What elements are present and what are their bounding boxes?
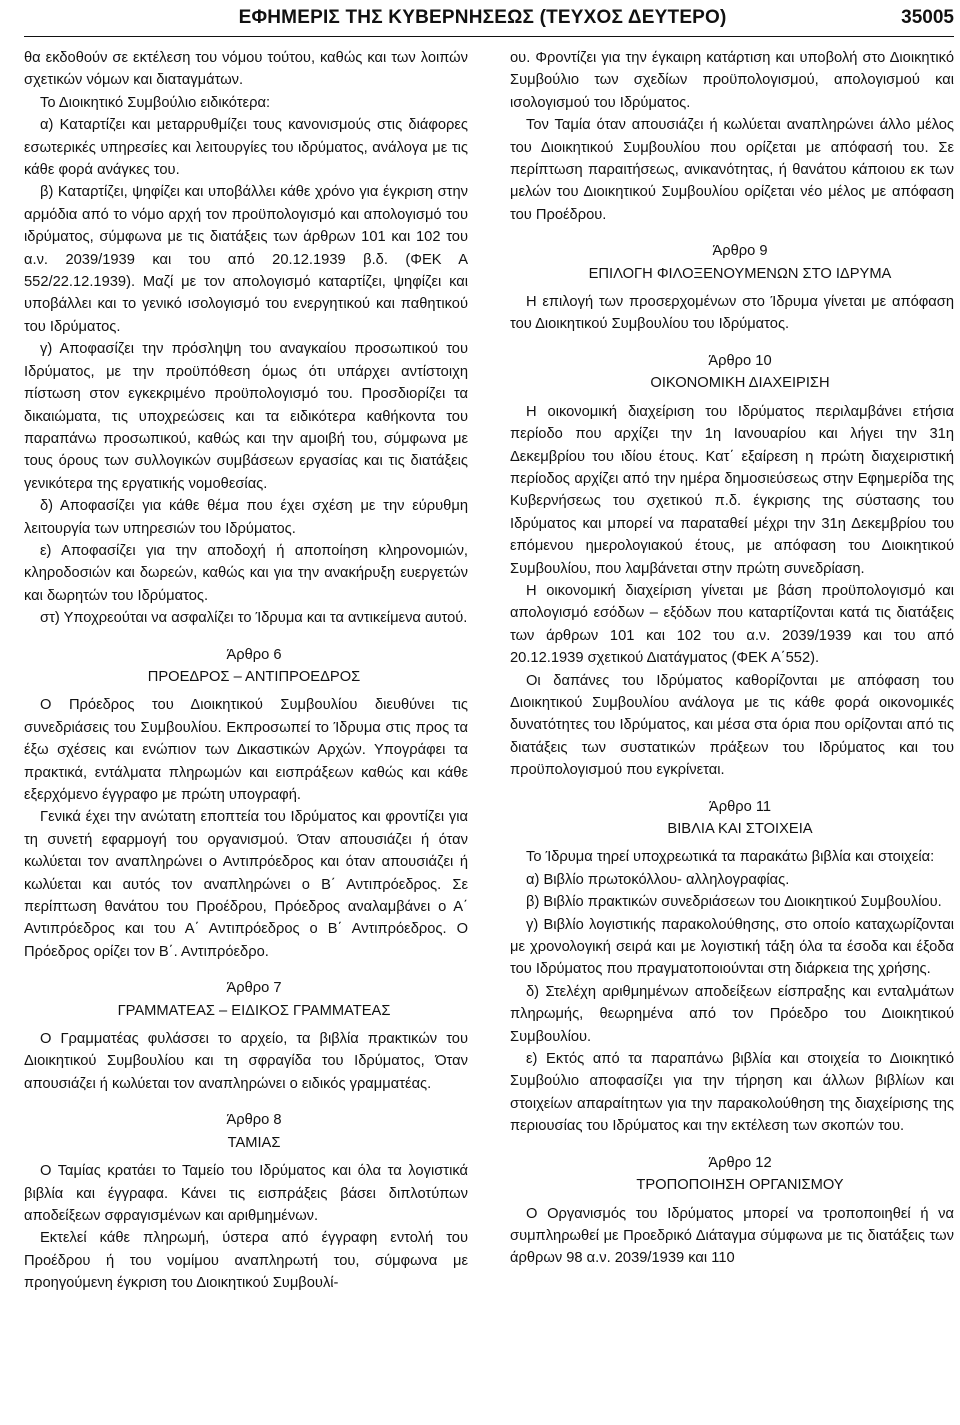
article-10-title: ΟΙΚΟΝΟΜΙΚΗ ΔΙΑΧΕΙΡΙΣΗ [650,375,830,392]
paragraph: Ο Οργανισμός του Ιδρύματος μπορεί να τροποποιηθεί ή να συμπληρωθεί με Προεδρικό Διάταγμα σύμφωνα με τις διατάξεις των άρθρων 98 α.ν. 2039/1939 και 110 [510,1205,954,1267]
article-9-number: Άρθρο 9 [712,243,768,260]
paragraph: Γενικά έχει την ανώτατη εποπτεία του Ιδρύματος και φροντίζει για τη συνετή εφαρμογή του οργανισμού. Όταν απουσιάζει ή όταν κωλύεται τον αναπληρώνει ο Αντιπρόεδρος και όταν απουσιάζει ή κωλύεται και αυτός τον αναπληρώνει ο Β΄ Αντιπρόεδρος. Σε περίπτωση θανάτου του Προέδρου, Πρόεδρος αναλαμβάνει ο Α΄ Αντιπρόεδρος και του Α΄ Αντιπρόεδρος ο Β΄ Αντιπρόεδρος. Ο Πρόεδρος ορίζει τον Β΄. Αντιπρόεδρο. [24,809,468,960]
gazette-title: ΕΦΗΜΕΡΙΣ ΤΗΣ ΚΥΒΕΡΝΗΣΕΩΣ (ΤΕΥΧΟΣ ΔΕΥΤΕΡΟ) [238,7,727,28]
article-8-number: Άρθρο 8 [226,1112,282,1129]
paragraph: α) Καταρτίζει και μεταρρυθμίζει τους κανονισμούς στις διάφορες εσωτερικές υπηρεσίες και λειτουργίες του ιδρύματος, ανάλογα με τις κάθε φορά ανάγκες του. [24,117,468,179]
paragraph: Το Διοικητικό Συμβούλιο ειδικότερα: [40,94,271,111]
paragraph: Εκτελεί κάθε πληρωμή, ύστερα από έγγραφη εντολή του Προέδρου ή του νομίμου αναπληρωτή του, σύμφωνα με προηγούμενη έγκριση του Διοικητικού Συμβουλί- [24,1230,468,1292]
paragraph: γ) Βιβλίο λογιστικής παρακολούθησης, στο οποίο καταχωρίζονται με χρονολογική σειρά και με λογιστική τάξη όλα τα έσοδα και έξοδα του Ιδρύματος που πραγματοποιούνται στη διάρκεια της χρήσης. [510,916,954,978]
paragraph: στ) Υποχρεούται να ασφαλίζει το Ίδρυμα και τα αντικείμενα αυτού. [40,610,468,627]
article-10-number: Άρθρο 10 [708,352,772,369]
paragraph: Τον Ταμία όταν απουσιάζει ή κωλύεται αναπληρώνει άλλο μέλος του Διοικητικού Συμβουλίου που ορίζεται με απόφασή του. Σε περίπτωση παραιτήσεως, ανικανότητας, ή θανάτου κάποιου εκ των μελών του Διοικητικού Συμβουλίου ορίζεται νέο μέλος με απόφαση του Προέδρου. [510,117,954,223]
paragraph: Η επιλογή των προσερχομένων στο Ίδρυμα γίνεται με απόφαση του Διοικητικού Συμβουλίου του Ιδρύματος. [510,294,954,333]
right-column [510,47,954,1295]
page-number: 35005 [901,7,954,28]
article-7-title: ΓΡΑΜΜΑΤΕΑΣ – ΕΙΔΙΚΟΣ ΓΡΑΜΜΑΤΕΑΣ [117,1002,391,1019]
article-7-number: Άρθρο 7 [226,980,282,997]
paragraph: δ) Αποφασίζει για κάθε θέμα που έχει σχέση με την εύρυθμη λειτουργία των υπηρεσιών του Ιδρύματος. [24,498,468,537]
paragraph: θα εκδοθούν σε εκτέλεση του νόμου τούτου, καθώς και των λοιπών σχετικών νόμων και διαταγμάτων. [24,50,468,89]
left-column [24,47,468,1295]
paragraph: δ) Στελέχη αριθμημένων αποδείξεων είσπραξης και ενταλμάτων πληρωμής, θεωρημένα από τον Πρόεδρο του Διοικητικού Συμβουλίου. [510,983,954,1045]
paragraph: Η οικονομική διαχείριση του Ιδρύματος περιλαμβάνει ετήσια περίοδο που αρχίζει την 1η Ιανουαρίου και λήγει την 31η Δεκεμβρίου του ιδίου έτους. Κατ΄ εξαίρεση η πρώτη διαχειριστική περίοδος αρχίζει από την ημέρα δημοσιεύσεως στην Εφημερίδα της Κυβερνήσεως του σχετικού π.δ. έγκρισης της σύστασης του Ιδρύματος και μπορεί να παραταθεί μέχρι την 31η Δεκεμβρίου του επόμενου ημερολογιακού έτους, με απόφαση του Διοικητικού Συμβουλίου, που λαμβάνεται στην πρώτη συνεδρίαση. [510,403,954,577]
article-6-number: Άρθρο 6 [226,646,282,663]
paragraph: Ο Ταμίας κρατάει το Ταμείο του Ιδρύματος και όλα τα λογιστικά βιβλία και έγγραφα. Κάνει τις εισπράξεις βάσει διπλοτύπων αποδείξεων σφραγισμένων και αριθμημένων. [24,1163,468,1224]
article-11-number: Άρθρο 11 [708,798,772,815]
paragraph: β) Βιβλίο πρακτικών συνεδριάσεων του Διοικητικού Συμβουλίου. [526,894,942,911]
paragraph: ε) Εκτός από τα παραπάνω βιβλία και στοιχεία το Διοικητικό Συμβούλιο αποφασίζει για την τήρηση και άλλων βιβλίων και στοιχείων απαραίτητων για την παρακολούθηση της διαχείρισης της περιουσίας του Ιδρύματος και την εκτέλεση των σκοπών του. [510,1051,954,1135]
paragraph: Το Ίδρυμα τηρεί υποχρεωτικά τα παρακάτω βιβλία και στοιχεία: [526,849,935,866]
article-6-title: ΠΡΟΕΔΡΟΣ – ΑΝΤΙΠΡΟΕΔΡΟΣ [147,668,361,685]
article-9-title: ΕΠΙΛΟΓΗ ΦΙΛΟΞΕΝΟΥΜΕΝΩΝ ΣΤΟ ΙΔΡΥΜΑ [588,265,892,282]
article-8-title: ΤΑΜΙΑΣ [227,1134,281,1151]
paragraph: ε) Αποφασίζει για την αποδοχή ή αποποίηση κληρονομιών, κληροδοσιών και δωρεών, καθώς και για την ανακήρυξη ευεργετών και δωρητών του Ιδρύματος. [24,542,468,604]
article-11-title: ΒΙΒΛΙΑ ΚΑΙ ΣΤΟΙΧΕΙΑ [667,821,813,837]
paragraph: Οι δαπάνες του Ιδρύματος καθορίζονται με απόφαση του Διοικητικού Συμβουλίου ανάλογα με τις κάθε φορά οικονομικές δυνατότητες του Ιδρύματος, και μέσα στα όρια που ορίζονται από τις διατάξεις των συστατικών πράξεων του Ιδρύματος και του προϋπολογισμού που εγκρίνεται. [510,672,954,779]
paragraph: Ο Γραμματέας φυλάσσει το αρχείο, τα βιβλία πρακτικών του Διοικητικού Συμβουλίου και τη σφραγίδα του Ιδρύματος, Όταν απουσιάζει ή κωλύεται τον αναπληρώνει ο ειδικός γραμματέας. [24,1031,468,1092]
text-columns [24,47,954,1295]
paragraph: Η οικονομική διαχείριση γίνεται με βάση προϋπολογισμό και απολογισμό εσόδων – εξόδων που καταρτίζονται κατά τις διατάξεις των άρθρων 101 και 102 του α.ν. 2039/1939 και του από 20.12.1939 σχετικού Διατάγματος (ΦΕΚ Α΄552). [510,582,954,667]
paragraph: β) Καταρτίζει, ψηφίζει και υποβάλλει κάθε χρόνο για έγκριση στην αρμόδια από το νόμο αρχή τον προϋπολογισμό και απολογισμό του ιδρύματος, σύμφωνα με τις διατάξεις των άρθρων 101 και 102 του α.ν. 2039/1939 και του από 20.12.1939 β.δ. (ΦΕΚ Α 552/22.12.1939). Μαζί με τον απολογισμό καταρτίζει, ψηφίζει και υποβάλλει και το γενικό ισολογισμό του ενεργητικού και παθητικού του Ιδρύματος. [24,184,468,335]
page-header [24,0,954,37]
paragraph: α) Βιβλίο πρωτοκόλλου- αλληλογραφίας. [526,871,790,888]
article-12-title: ΤΡΟΠΟΠΟΙΗΣΗ ΟΡΓΑΝΙΣΜΟΥ [636,1177,844,1194]
paragraph: Ο Πρόεδρος του Διοικητικού Συμβουλίου διευθύνει τις συνεδριάσεις του Συμβουλίου. Εκπροσωπεί το Ίδρυμα στις προς τα έξω σχέσεις και ενώπιον των Δικαστικών Αρχών. Υπογράφει τα πρακτικά, εντάλματα πληρωμών και εισπράξεων καθώς και κάθε εξερχόμενο έγγραφο με πρώτη υπογραφή. [24,697,468,803]
paragraph: ου. Φροντίζει για την έγκαιρη κατάρτιση και υποβολή στο Διοικητικό Συμβούλιο των σχεδίων προϋπολογισμού, απολογισμού και ισολογισμού του Ιδρύματος. [510,50,954,111]
paragraph: γ) Αποφασίζει την πρόσληψη του αναγκαίου προσωπικού του Ιδρύματος, με την προϋπόθεση όμως ότι υπάρχει αντίστοιχη πίστωση στον εγκεκριμένο προϋπολογισμό του. Προσδιορίζει τα δικαιώματα, τις υποχρεώσεις και τα ειδικότερα καθήκοντα του παραπάνω προσωπικού, καθώς και την αμοιβή του, σύμφωνα με τους όρους των συλλογικών συμβάσεων εργασίας και τις διατάξεις γενικότερα της εργατικής νομοθεσίας. [24,341,468,492]
article-12-number: Άρθρο 12 [708,1154,772,1171]
